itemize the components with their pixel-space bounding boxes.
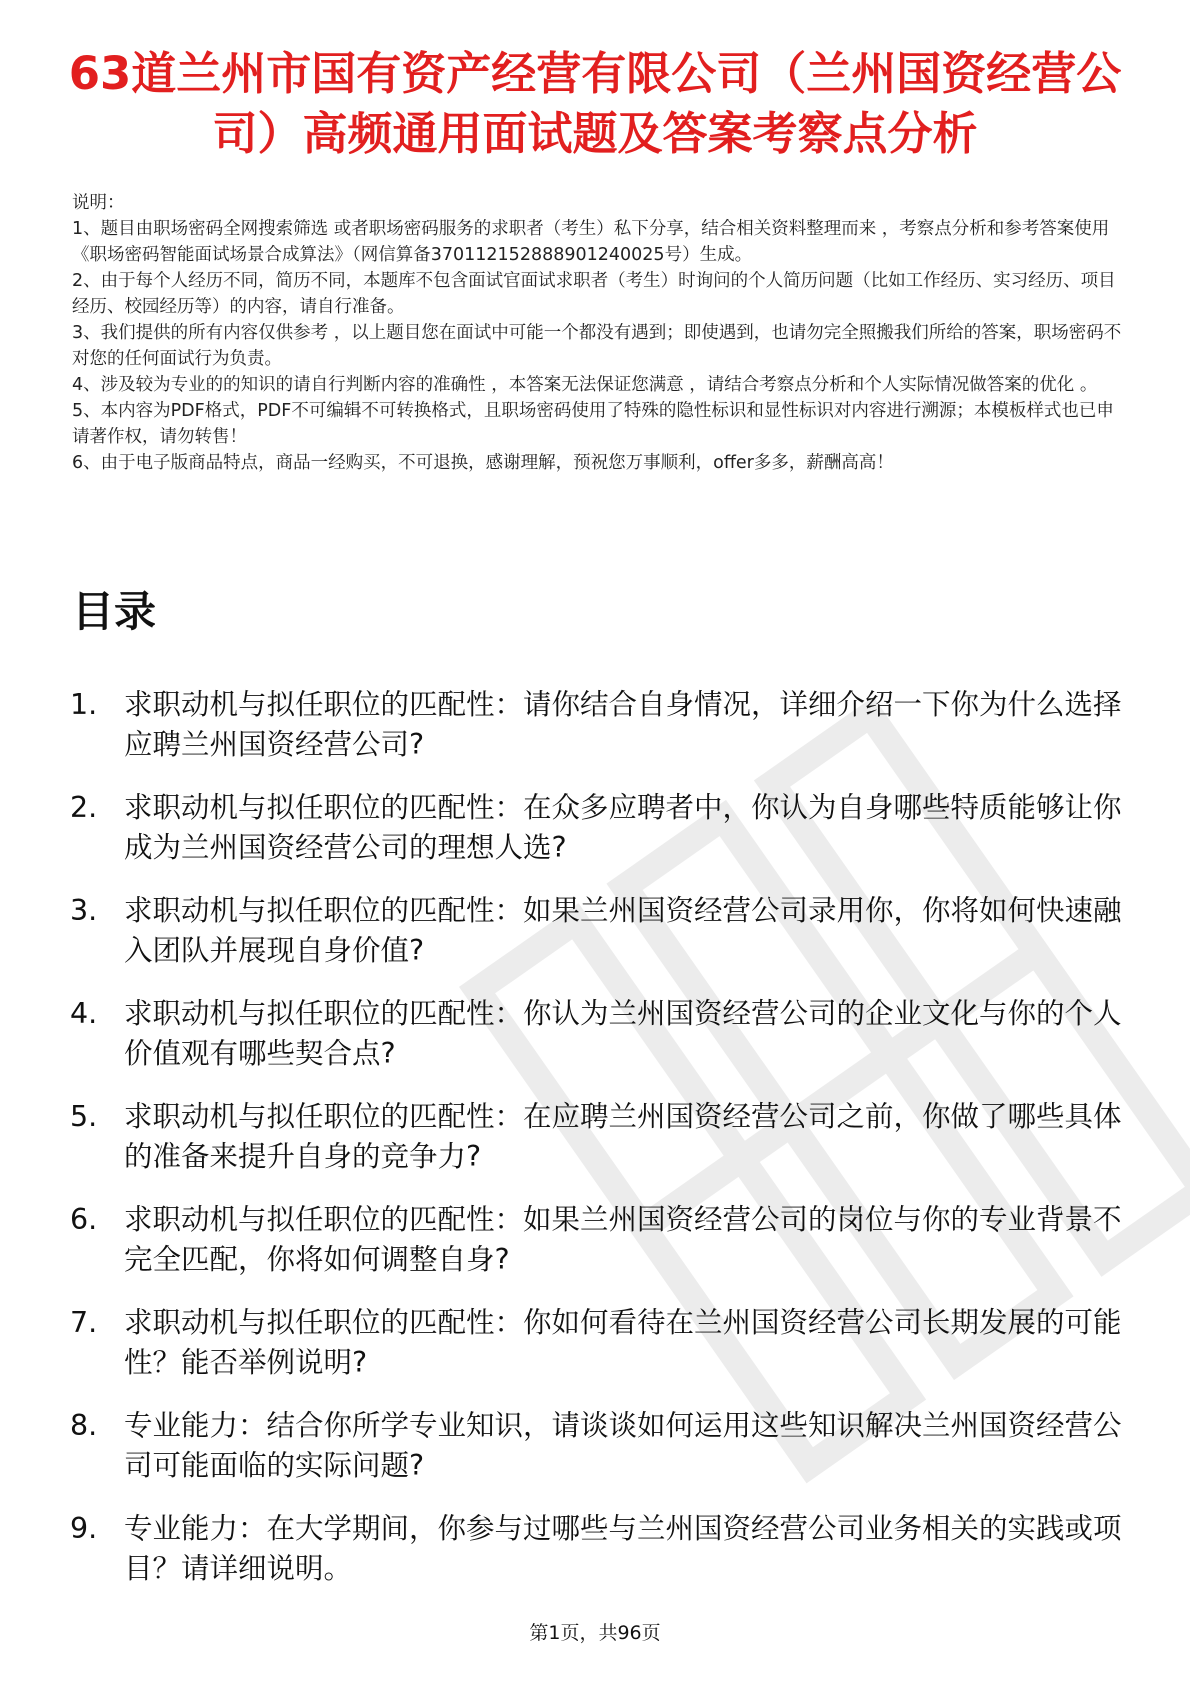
toc-item-text: 求职动机与拟任职位的匹配性：请你结合自身情况，详细介绍一下你为什么选择应聘兰州国资经营公司?: [124, 688, 1122, 761]
toc-item-number: 5.: [70, 1100, 98, 1133]
notice-line: 5、本内容为PDF格式，PDF不可编辑不可转换格式，且职场密码使用了特殊的隐性标识和显性标识对内容进行溯源；本模板样式也已申请著作权，请勿转售！: [72, 401, 1114, 447]
page-footer: 第1页，共96页: [529, 1622, 661, 1644]
toc-item[interactable]: [70, 994, 1130, 1074]
toc-item-text: 专业能力：在大学期间，你参与过哪些与兰州国资经营公司业务相关的实践或项目？请详细说明。: [124, 1512, 1122, 1585]
toc-item[interactable]: [70, 1097, 1130, 1177]
toc-item-number: 6.: [70, 1203, 98, 1236]
notice-line: 4、涉及较为专业的的知识的请自行判断内容的准确性 ，本答案无法保证您满意 ，请结合考察点分析和个人实际情况做答案的优化 。: [72, 375, 1098, 395]
toc-item-number: 3.: [70, 894, 98, 927]
toc-heading: 目录: [72, 587, 157, 636]
notice-line: 1、题目由职场密码全网搜索筛选 或者职场密码服务的求职者（考生）私下分享，结合相关资料整理而来 ，考察点分析和参考答案使用《职场密码智能面试场景合成算法》（网信算备370112152888901240025号）生成。: [72, 219, 1110, 265]
toc-item[interactable]: [70, 1509, 1130, 1589]
toc-item-number: 7.: [70, 1306, 98, 1339]
toc-list: [70, 685, 1130, 1612]
toc-item[interactable]: [70, 685, 1130, 765]
toc-item-text: 求职动机与拟任职位的匹配性：你认为兰州国资经营公司的企业文化与你的个人价值观有哪些契合点?: [124, 997, 1122, 1070]
toc-item-number: 2.: [70, 791, 98, 824]
toc-item-text: 求职动机与拟任职位的匹配性：在众多应聘者中，你认为自身哪些特质能够让你成为兰州国资经营公司的理想人选?: [124, 791, 1122, 864]
toc-item-number: 1.: [70, 688, 98, 721]
notice-line: 3、我们提供的所有内容仅供参考 ，以上题目您在面试中可能一个都没有遇到；即使遇到，也请勿完全照搬我们所给的答案，职场密码不对您的任何面试行为负责。: [72, 323, 1122, 369]
toc-item[interactable]: [70, 788, 1130, 868]
notice-line: 6、由于电子版商品特点，商品一经购买，不可退换，感谢理解，预祝您万事顺利，offer多多，薪酬高高！: [72, 453, 894, 473]
notice-block: [72, 190, 1124, 476]
toc-item[interactable]: [70, 1200, 1130, 1280]
toc-item-text: 求职动机与拟任职位的匹配性：如果兰州国资经营公司的岗位与你的专业背景不完全匹配，你将如何调整自身?: [124, 1203, 1122, 1276]
toc-item-number: 8.: [70, 1409, 98, 1442]
notice-line: 2、由于每个人经历不同，简历不同，本题库不包含面试官面试求职者（考生）时询问的个人简历问题（比如工作经历、实习经历、项目经历、校园经历等）的内容，请自行准备。: [72, 271, 1116, 317]
toc-item-text: 专业能力：结合你所学专业知识，请谈谈如何运用这些知识解决兰州国资经营公司可能面临的实际问题?: [124, 1409, 1122, 1482]
toc-item-number: 9.: [70, 1512, 98, 1545]
toc-item[interactable]: [70, 1406, 1130, 1486]
toc-item-text: 求职动机与拟任职位的匹配性：在应聘兰州国资经营公司之前，你做了哪些具体的准备来提升自身的竞争力?: [124, 1100, 1122, 1173]
toc-item-text: 求职动机与拟任职位的匹配性：如果兰州国资经营公司录用你，你将如何快速融入团队并展现自身价值?: [124, 894, 1122, 967]
toc-item[interactable]: [70, 891, 1130, 971]
document-title: 63道兰州市国有资产经营有限公司（兰州国资经营公司）高频通用面试题及答案考察点分析: [68, 47, 1122, 160]
toc-item[interactable]: [70, 1303, 1130, 1383]
toc-item-text: 求职动机与拟任职位的匹配性：你如何看待在兰州国资经营公司长期发展的可能性？能否举例说明?: [124, 1306, 1122, 1379]
toc-item-number: 4.: [70, 997, 98, 1030]
notice-line: 说明：: [72, 193, 125, 213]
